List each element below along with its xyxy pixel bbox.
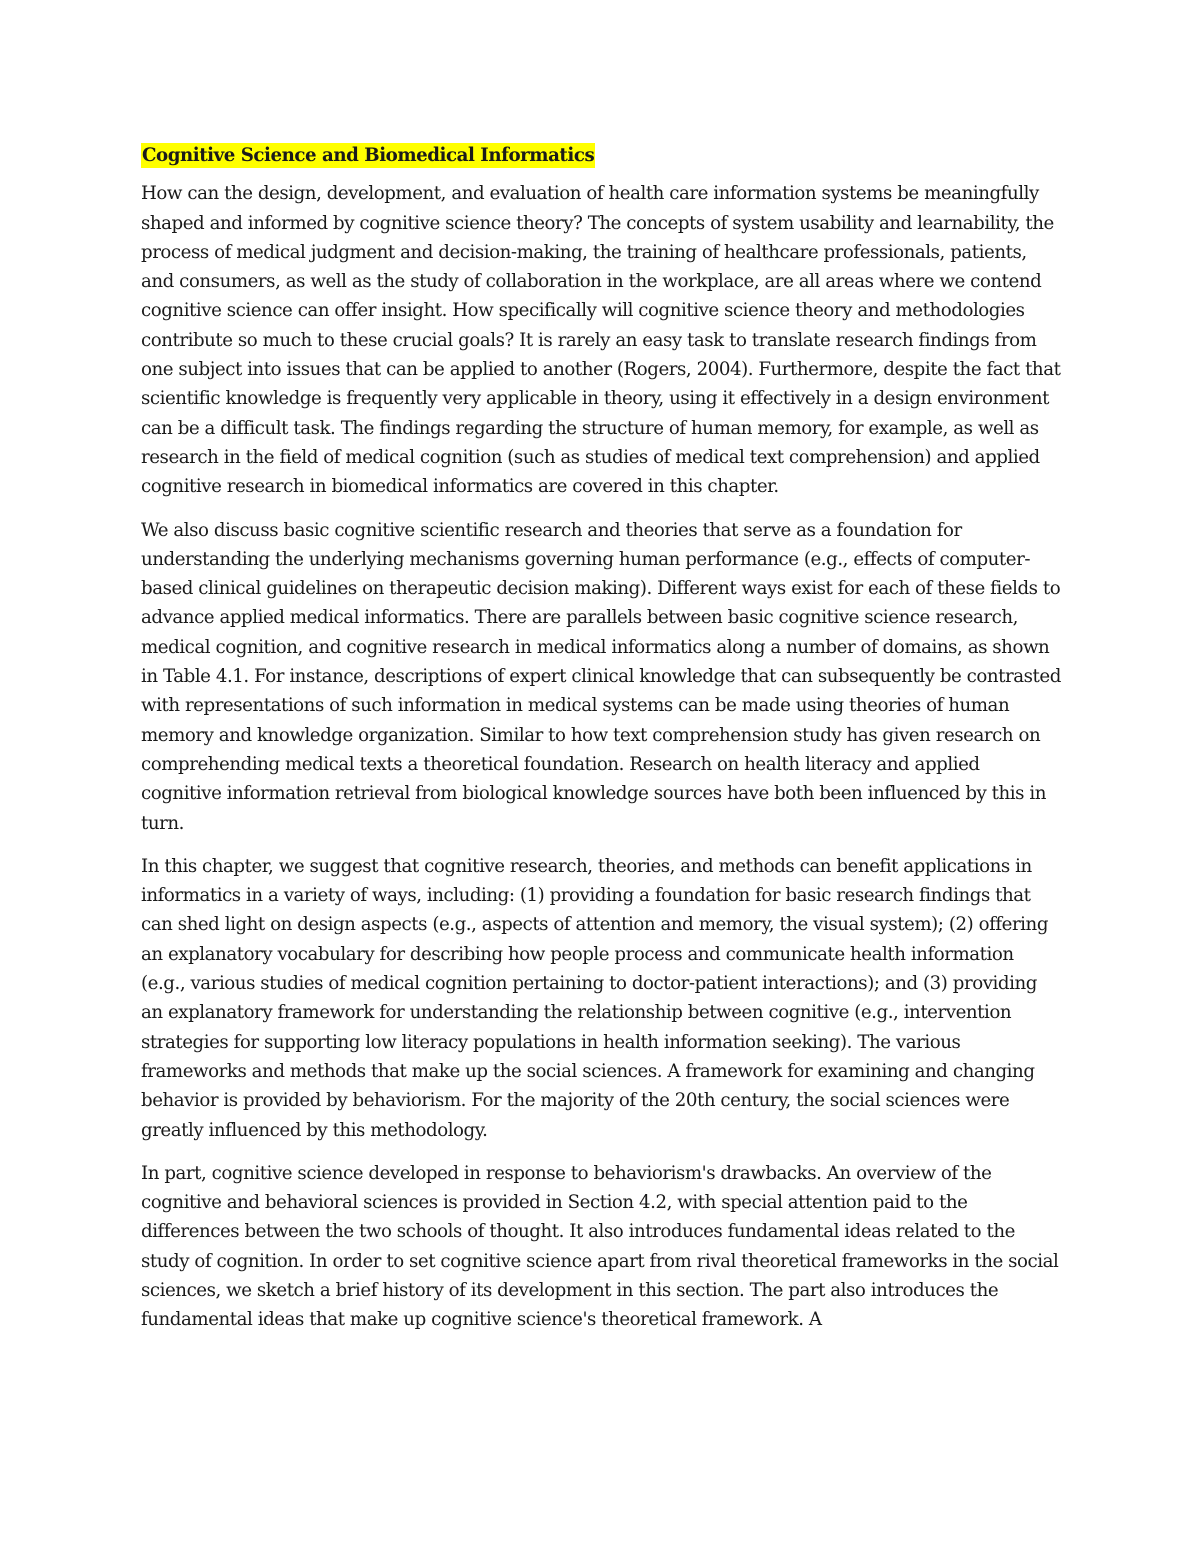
document-body [141,141,1063,1349]
document-title-text: Cognitive Science and Biomedical Informatics [142,145,595,166]
document-title [141,141,1063,170]
paragraph-1: How can the design, development, and evaluation of health care information systems be meaningfully shaped and informed by cognitive science theory? The concepts of system usability and learnability, the process of medical judgment and decision-making, the training of healthcare professionals, patients, and consumers, as well as the study of collaboration in the workplace, are all areas where we contend cognitive science can offer insight. How specifically will cognitive science theory and methodologies contribute so much to these crucial goals? It is rarely an easy task to translate research findings from one subject into issues that can be applied to another (Rogers, 2004). Furthermore, despite the fact that scientific knowledge is frequently very applicable in theory, using it effectively in a design environment can be a difficult task. The findings regarding the structure of human memory, for example, as well as research in the field of medical cognition (such as studies of medical text comprehension) and applied cognitive research in biomedical informatics are covered in this chapter. [141,183,1061,498]
paragraph-4: In part, cognitive science developed in response to behaviorism's drawbacks. An overview of the cognitive and behavioral sciences is provided in Section 4.2, with special attention paid to the differences between the two schools of thought. It also introduces fundamental ideas related to the study of cognition. In order to set cognitive science apart from rival theoretical frameworks in the social sciences, we sketch a brief history of its development in this section. The part also introduces the fundamental ideas that make up cognitive science's theoretical framework. A [141,1162,1059,1331]
paragraph-3: In this chapter, we suggest that cognitive research, theories, and methods can benefit applications in informatics in a variety of ways, including: (1) providing a foundation for basic research findings that can shed light on design aspects (e.g., aspects of attention and memory, the visual system); (2) offering an explanatory vocabulary for describing how people process and communicate health information (e.g., various studies of medical cognition pertaining to doctor-patient interactions); and (3) providing an explanatory framework for understanding the relationship between cognitive (e.g., intervention strategies for supporting low literacy populations in health information seeking). The various frameworks and methods that make up the social sciences. A framework for examining and changing behavior is provided by behaviorism. For the majority of the 20th century, the social sciences were greatly influenced by this methodology. [141,855,1049,1141]
paragraph-2: We also discuss basic cognitive scientific research and theories that serve as a foundation for understanding the underlying mechanisms governing human performance (e.g., effects of computer-based clinical guidelines on therapeutic decision making). Different ways exist for each of these fields to advance applied medical informatics. There are parallels between basic cognitive science research, medical cognition, and cognitive research in medical informatics along a number of domains, as shown in Table 4.1. For instance, descriptions of expert clinical knowledge that can subsequently be contrasted with representations of such information in medical systems can be made using theories of human memory and knowledge organization. Similar to how text comprehension study has given research on comprehending medical texts a theoretical foundation. Research on health literacy and applied cognitive information retrieval from biological knowledge sources have both been influenced by this in turn. [141,519,1061,834]
